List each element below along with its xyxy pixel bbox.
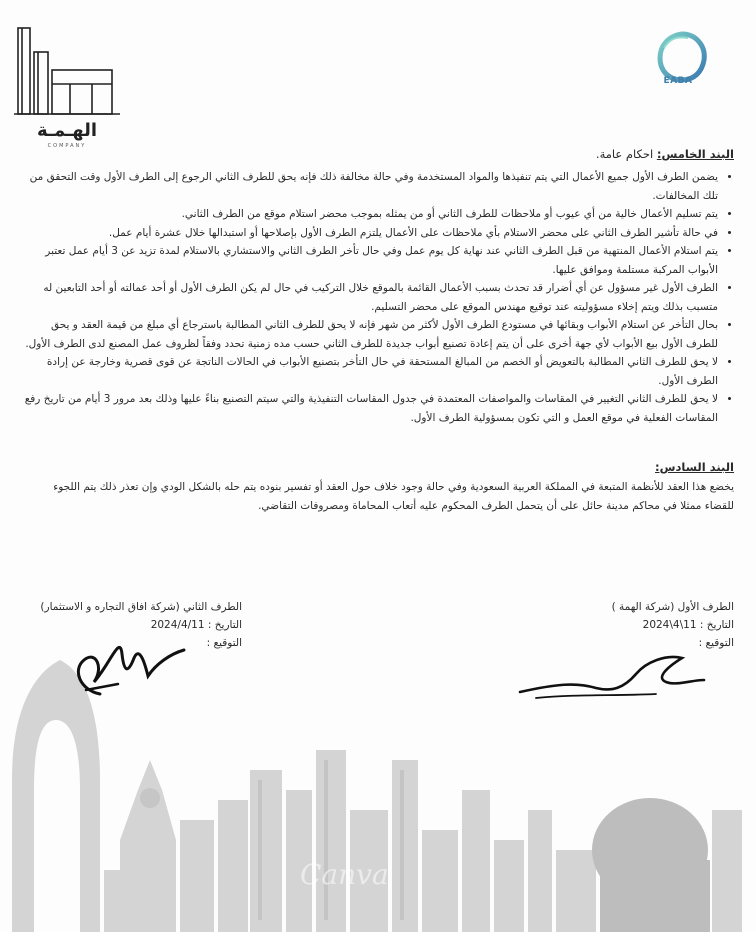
section5-list xyxy=(18,168,734,427)
list-item: • لا يحق للطرف الثاني التغيير في المقاسات والمواصفات المعتمدة في جدول المقاسات التنفيذية والتي سيتم التصنيع بناءً عليها وذلك بعد مرور 3 أيام من تاريخ رفع المقاسات الفعلية في موقع العمل و التي تكون بمسؤولية الطرف الأول. xyxy=(18,390,718,427)
second-party-sign-label: التوقيع : xyxy=(206,637,242,649)
list-item: • يضمن الطرف الأول جميع الأعمال التي يتم تنفيذها والمواد المستخدمة وفي حالة مخالفة ذلك فإنه يحق للطرف الثاني الرجوع إلى الطرف الأول وقت التحقق من تلك المخالفات. xyxy=(18,168,718,205)
first-party-sign-label: التوقيع : xyxy=(698,637,734,649)
first-party-name: الطرف الأول (شركة الهمة ) xyxy=(611,601,734,613)
company-logo-arabic: الهـمـة xyxy=(36,120,98,141)
building-logo-icon xyxy=(12,22,122,120)
section5-title: البند الخامس: xyxy=(656,147,734,161)
company-logo-english: COMPANY xyxy=(47,143,87,149)
eaba-logo xyxy=(654,28,728,108)
second-party-date: التاريخ : 2024/4/11 xyxy=(150,619,242,631)
watermark: Canva xyxy=(300,858,389,891)
section5-subtitle: احكام عامة. xyxy=(595,147,654,161)
company-logo xyxy=(12,22,122,152)
list-item: • لا يحق للطرف الثاني المطالبة بالتعويض أو الخصم من المبالغ المستحقة في حال التأخر بتصنيع الأبواب في الحالات الناتجة عن قوى قصرية وخارجة عن إرادة الطرف الأول. xyxy=(18,353,718,390)
eaba-circle-icon xyxy=(654,28,710,100)
section5-heading xyxy=(596,147,734,161)
eaba-logo-text: EABA xyxy=(663,76,693,86)
section6-text: يخضع هذا العقد للأنظمة المتبعة في المملكة العربية السعودية وفي حالة وجود خلاف حول العقد أو تفسير بنوده يتم حله بالشكل الودي وإن تعذر ذلك يتم اللجوء للقضاء ممثلا في محاكم مدينة حائل على أن يتحمل الطرف المحكوم عليه أتعاب المحاماة ومصروفات التقاضي. xyxy=(53,481,734,512)
second-party-name: الطرف الثاني (شركة افاق التجاره و الاستثمار) xyxy=(40,601,242,613)
list-item: • الطرف الأول غير مسؤول عن أي أضرار قد تحدث بسبب الأعمال القائمة بالموقع خلال التركيب في حال لم يكن الطرف الأول أو أحد عمالته أو أحد التابعين له متسبب بذلك ويتم إخلاء مسؤوليته عند توقيع مهندس الموقع على محضر التسليم. xyxy=(18,279,718,316)
list-item: • بحال التأخر عن استلام الأبواب وبقائها في مستودع الطرف الأول لأكثر من شهر فإنه لا يحق للطرف الثاني المطالبة باسترجاع أي مبلغ من قيمة العقد و يحق للطرف الأول بيع الأبواب لأي جهة أخرى على أن يتم إعادة تصنيع أبواب جديدة للطرف الثاني حسب مده زمنية تحدد وفقاً لظروف عمل المصنع لدى الطرف الأول. xyxy=(18,316,718,353)
list-item: • يتم استلام الأعمال المنتهية من قبل الطرف الثاني عند نهاية كل يوم عمل وفي حال تأخر الطرف الثاني والاستشاري بالاستلام لمدة تزيد عن 3 أيام عمل تعتبر الأبواب المركبة مستلمة وموافق عليها. xyxy=(18,242,718,279)
list-item: • يتم تسليم الأعمال خالية من أي عيوب أو ملاحظات للطرف الثاني أو من يمثله بموجب محضر استلام موقع من الطرف الثاني. xyxy=(18,205,718,224)
first-party-signature-drawing-icon xyxy=(516,644,706,704)
section6-title: البند السادس: xyxy=(655,460,734,474)
list-item: • في حالة تأشير الطرف الثاني على محضر الاستلام بأي ملاحظات على الأعمال يلتزم الطرف الأول بإصلاحها أو استبدالها خلال عشرة أيام عمل. xyxy=(18,224,718,243)
first-party-date: التاريخ : 11\4\2024 xyxy=(642,619,734,631)
second-party-signature-drawing-icon xyxy=(70,624,190,704)
